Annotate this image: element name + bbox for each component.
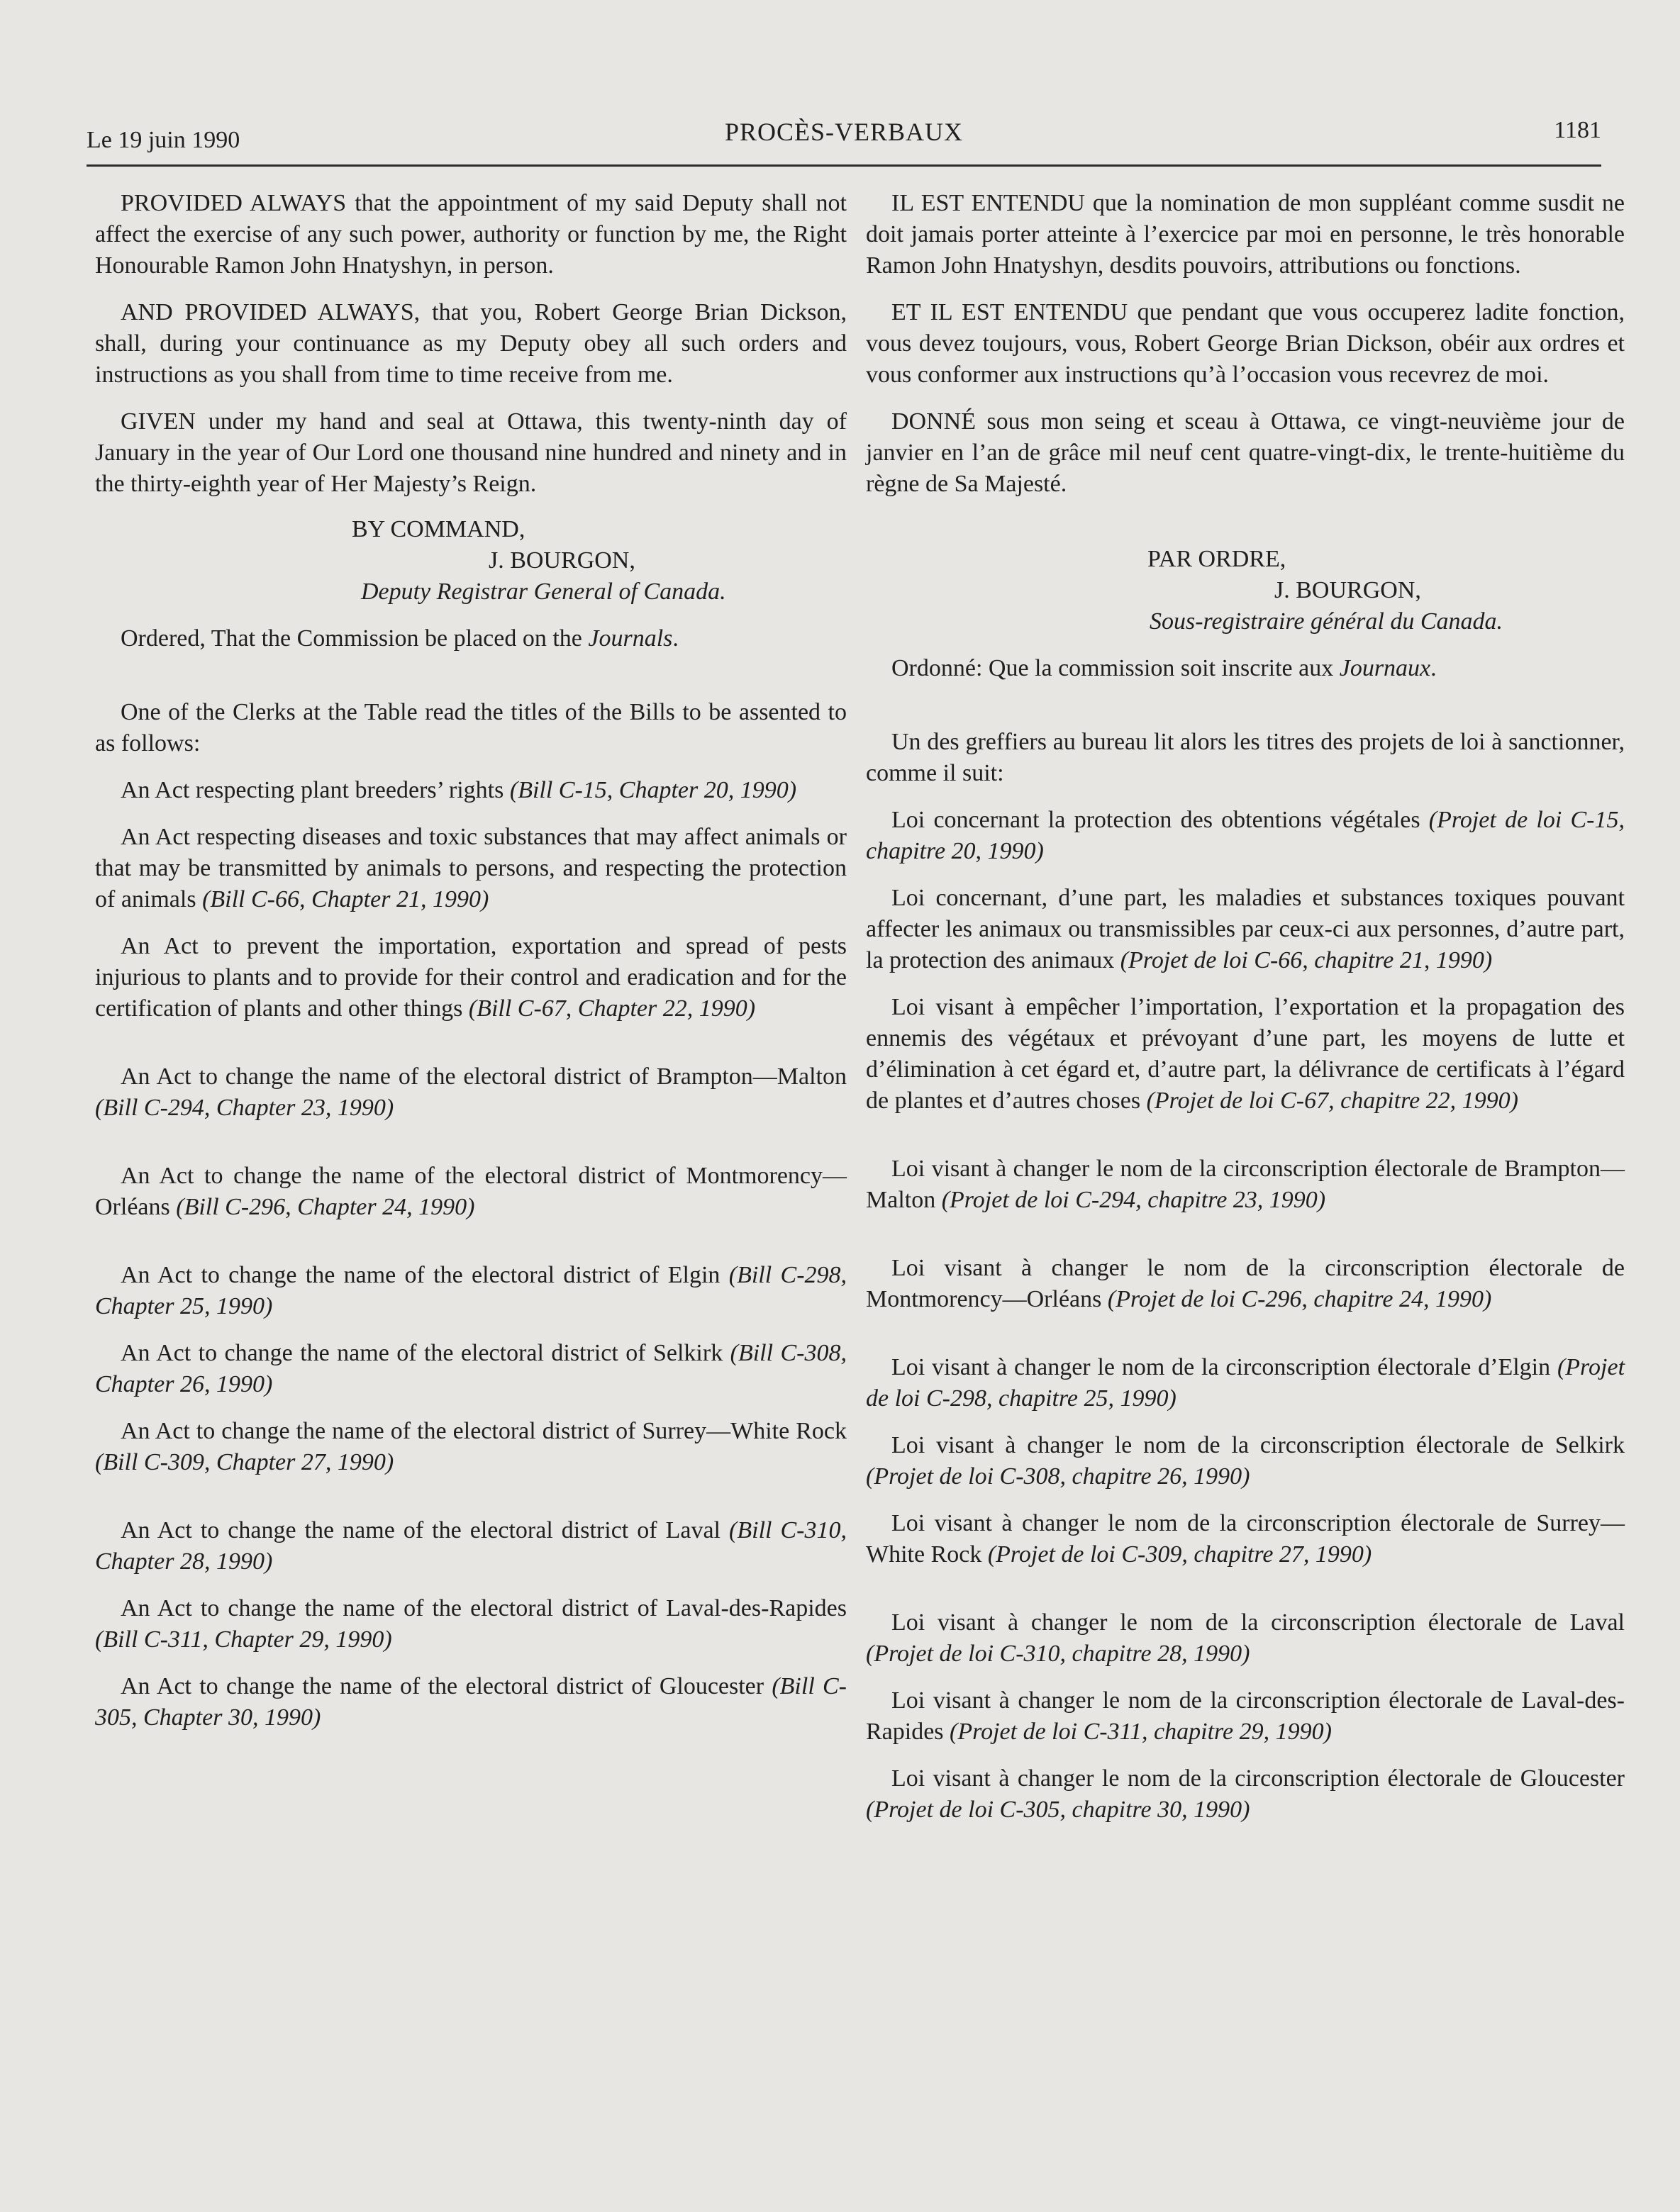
bill-reference: (Projet de loi C-66, chapitre 21, 1990) xyxy=(1120,947,1493,973)
act-title: An Act to change the name of the electoral district of Montmorency—Orléans xyxy=(95,1163,847,1220)
header-title: PROCÈS-VERBAUX xyxy=(724,118,964,146)
bill-reference: (Bill C-67, Chapter 22, 1990) xyxy=(468,995,756,1022)
act-entry xyxy=(866,1154,1625,1216)
bill-reference: (Projet de loi C-309, chapitre 27, 1990) xyxy=(987,1541,1372,1568)
act-title: Loi visant à changer le nom de la circonscription électorale de Selkirk xyxy=(891,1432,1625,1458)
proviso-paragraph: PROVIDED ALWAYS that the appointment of my said Deputy shall not affect the exercise of any such power, authority or function by me, the Right Honourable Ramon John Hnatyshyn, in person. xyxy=(95,190,847,279)
act-title: Loi visant à changer le nom de la circonscription électorale de Surrey—White Rock xyxy=(866,1510,1625,1568)
bill-reference: (Projet de loi C-296, chapitre 24, 1990) xyxy=(1107,1286,1492,1312)
french-acts-list xyxy=(866,805,1625,1826)
act-entry xyxy=(95,1416,847,1478)
act-entry xyxy=(95,931,847,1024)
bill-reference: (Bill C-305, Chapter 30, 1990) xyxy=(95,1673,847,1731)
bill-reference: (Projet de loi C-298, chapitre 25, 1990) xyxy=(866,1354,1625,1412)
ordered-text: Ordonné: Que la commission soit inscrite aux xyxy=(891,655,1334,681)
act-entry xyxy=(95,1260,847,1322)
act-entry xyxy=(95,1593,847,1655)
page-number: 1181 xyxy=(1554,117,1601,143)
english-column xyxy=(95,188,847,1733)
bill-reference: (Bill C-15, Chapter 20, 1990) xyxy=(509,777,797,803)
header-rule xyxy=(87,164,1601,167)
bill-reference: (Bill C-309, Chapter 27, 1990) xyxy=(95,1449,394,1475)
bill-reference: (Projet de loi C-305, chapitre 30, 1990) xyxy=(866,1797,1250,1823)
ordered-end: . xyxy=(1430,655,1437,681)
bill-reference: (Projet de loi C-15, chapitre 20, 1990) xyxy=(866,807,1625,864)
act-title: Loi visant à changer le nom de la circonscription électorale de Laval-des-Rapides xyxy=(866,1687,1625,1745)
ordered-journal: Journaux xyxy=(1339,655,1431,681)
signatory-name: J. BOURGON, xyxy=(489,547,635,574)
bill-reference: (Bill C-310, Chapter 28, 1990) xyxy=(95,1517,847,1575)
act-title: An Act respecting diseases and toxic substances that may affect animals or that may be transmitted by animals to persons, and respecting the protection of animals xyxy=(95,824,847,912)
act-entry xyxy=(866,1607,1625,1670)
act-entry xyxy=(95,1515,847,1577)
act-title: An Act to change the name of the electoral district of Gloucester xyxy=(121,1673,764,1699)
bill-reference: (Projet de loi C-67, chapitre 22, 1990) xyxy=(1146,1088,1518,1114)
command-line: PAR ORDRE, xyxy=(1147,546,1286,572)
act-title: Loi visant à empêcher l’importation, l’exportation et la propagation des ennemis des végétaux et prévoyant d’une part, les moyens de lutte et d’élimination à cet égard et, d’autre part, la délivrance de certificats à l’égard de plantes et d’autres choses xyxy=(866,994,1625,1114)
act-entry xyxy=(95,1061,847,1124)
act-title: Loi visant à changer le nom de la circonscription électorale de Brampton—Malton xyxy=(866,1156,1625,1213)
act-entry xyxy=(866,1508,1625,1570)
ordered-paragraph xyxy=(866,653,1625,684)
bill-reference: (Bill C-66, Chapter 21, 1990) xyxy=(202,886,489,912)
act-title: Loi visant à changer le nom de la circonscription électorale de Laval xyxy=(891,1609,1625,1636)
command-line: BY COMMAND, xyxy=(352,516,525,542)
ordered-journal: Journals xyxy=(588,625,673,652)
signatory-title: Sous-registraire général du Canada. xyxy=(1150,608,1503,635)
act-title: Loi visant à changer le nom de la circonscription électorale de Montmorency—Orléans xyxy=(866,1255,1625,1312)
command-block xyxy=(95,514,847,608)
ordered-end: . xyxy=(672,625,679,652)
act-entry xyxy=(866,1685,1625,1748)
ordered-text: Ordered, That the Commission be placed on the xyxy=(121,625,582,652)
act-entry xyxy=(95,822,847,915)
act-entry xyxy=(866,1430,1625,1492)
bill-reference: (Bill C-296, Chapter 24, 1990) xyxy=(176,1194,475,1220)
proviso-paragraph-2: ET IL EST ENTENDU que pendant que vous occuperez ladite fonction, vous devez toujours, vous, Robert George Brian Dickson, obéir aux ordres et vous conformer aux instructions qu’à l’occasion vous recevrez de moi. xyxy=(866,299,1625,388)
act-title: An Act to change the name of the electoral district of Laval-des-Rapides xyxy=(121,1595,847,1621)
bill-reference: (Projet de loi C-310, chapitre 28, 1990) xyxy=(866,1641,1250,1667)
signatory-title: Deputy Registrar General of Canada. xyxy=(361,579,726,605)
command-block xyxy=(866,544,1625,637)
bill-reference: (Bill C-294, Chapter 23, 1990) xyxy=(95,1095,394,1121)
act-title: Loi concernant la protection des obtentions végétales xyxy=(891,807,1420,833)
ordered-paragraph xyxy=(95,623,847,654)
act-title: Loi concernant, d’une part, les maladies et substances toxiques pouvant affecter les animaux ou transmissibles par ceux-ci aux personnes, d’autre part, la protection des animaux xyxy=(866,885,1625,973)
proviso-paragraph-2: AND PROVIDED ALWAYS, that you, Robert George Brian Dickson, shall, during your continuance as my Deputy obey all such orders and instructions as you shall from time to time receive from me. xyxy=(95,299,847,388)
bill-reference: (Bill C-298, Chapter 25, 1990) xyxy=(95,1262,847,1319)
clerks-paragraph: One of the Clerks at the Table read the titles of the Bills to be assented to as follows: xyxy=(95,699,847,756)
bill-reference: (Projet de loi C-294, chapitre 23, 1990) xyxy=(941,1187,1326,1213)
act-entry xyxy=(866,992,1625,1117)
act-title: Loi visant à changer le nom de la circonscription électorale d’Elgin xyxy=(891,1354,1551,1380)
proviso-paragraph: IL EST ENTENDU que la nomination de mon suppléant comme susdit ne doit jamais porter atteinte à l’exercice par moi en personne, le très honorable Ramon John Hnatyshyn, desdits pouvoirs, attributions ou fonctions. xyxy=(866,190,1625,279)
act-entry xyxy=(866,1352,1625,1414)
act-title: An Act to change the name of the electoral district of Laval xyxy=(121,1517,721,1543)
act-entry xyxy=(866,805,1625,867)
act-entry xyxy=(866,1763,1625,1826)
act-entry xyxy=(95,775,847,806)
given-paragraph: DONNÉ sous mon seing et sceau à Ottawa, ce vingt-neuvième jour de janvier en l’an de grâce mil neuf cent quatre-vingt-dix, le trente-huitième du règne de Sa Majesté. xyxy=(866,408,1625,497)
signatory-name: J. BOURGON, xyxy=(1274,577,1421,603)
clerks-paragraph: Un des greffiers au bureau lit alors les titres des projets de loi à sanctionner, comme il suit: xyxy=(866,729,1625,786)
act-title: An Act to change the name of the electoral district of Elgin xyxy=(121,1262,721,1288)
bill-reference: (Projet de loi C-311, chapitre 29, 1990) xyxy=(950,1719,1332,1745)
bill-reference: (Bill C-311, Chapter 29, 1990) xyxy=(95,1626,392,1653)
act-entry xyxy=(95,1671,847,1733)
act-entry xyxy=(95,1161,847,1223)
act-title: An Act respecting plant breeders’ rights xyxy=(121,777,504,803)
act-title: Loi visant à changer le nom de la circonscription électorale de Gloucester xyxy=(891,1765,1625,1792)
act-title: An Act to prevent the importation, exportation and spread of pests injurious to plants and to provide for their control and eradication and for the certification of plants and other things xyxy=(95,933,847,1022)
act-entry xyxy=(866,1253,1625,1315)
bill-reference: (Projet de loi C-308, chapitre 26, 1990) xyxy=(866,1463,1250,1490)
english-acts-list xyxy=(95,775,847,1733)
act-entry xyxy=(866,883,1625,976)
bill-reference: (Bill C-308, Chapter 26, 1990) xyxy=(95,1340,847,1397)
act-title: An Act to change the name of the electoral district of Brampton—Malton xyxy=(121,1063,847,1090)
french-column xyxy=(866,188,1625,1826)
given-paragraph: GIVEN under my hand and seal at Ottawa, this twenty-ninth day of January in the year of Our Lord one thousand nine hundred and ninety and in the thirty-eighth year of Her Majesty’s Reign. xyxy=(95,408,847,497)
act-title: An Act to change the name of the electoral district of Selkirk xyxy=(121,1340,723,1366)
act-entry xyxy=(95,1338,847,1400)
act-title: An Act to change the name of the electoral district of Surrey—White Rock xyxy=(121,1418,847,1444)
header-date: Le 19 juin 1990 xyxy=(87,127,240,153)
page-header xyxy=(87,117,1601,167)
